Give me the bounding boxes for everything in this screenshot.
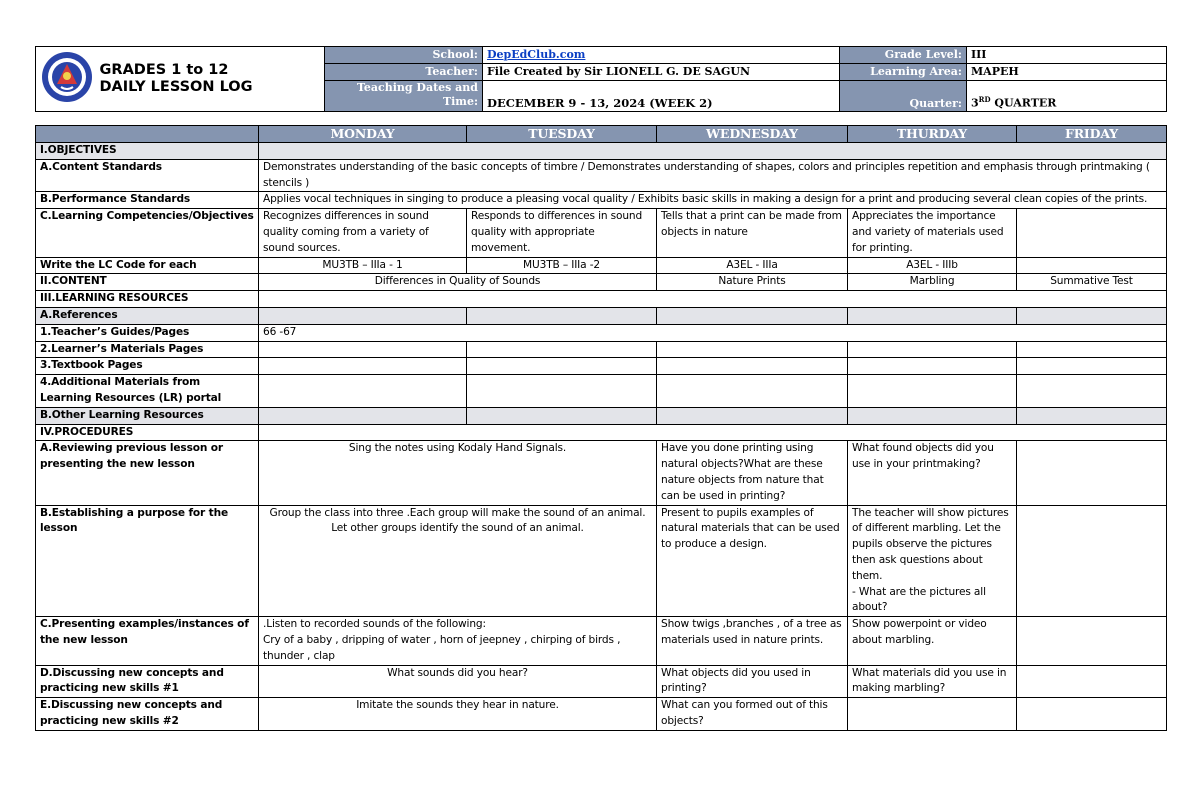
lc-code-thursday: A3EL - IIIb — [848, 257, 1017, 274]
competencies-label: C.Learning Competencies/Objectives — [36, 209, 259, 257]
section-objectives — [36, 143, 1167, 160]
objectives-heading: I.OBJECTIVES — [36, 143, 259, 160]
am-wednesday — [657, 375, 848, 408]
tb-tuesday — [467, 358, 657, 375]
school-label: School: — [325, 47, 483, 64]
discuss-1-thursday: What materials did you use in making marbling? — [848, 665, 1017, 698]
lm-monday — [259, 341, 467, 358]
purpose-thursday — [848, 505, 1017, 617]
discuss-2-friday — [1017, 698, 1167, 731]
day-header-row — [36, 126, 1167, 143]
content-label: II.CONTENT — [36, 274, 259, 291]
school-link[interactable]: DepEdClub.com — [487, 48, 586, 61]
competency-tuesday: Responds to differences in sound quality with appropriate movement. — [467, 209, 657, 257]
row-other-resources — [36, 407, 1167, 424]
or-friday — [1017, 407, 1167, 424]
other-resources-label: B.Other Learning Resources — [36, 407, 259, 424]
row-learners-materials — [36, 341, 1167, 358]
examples-mon-tue — [259, 617, 657, 665]
or-tuesday — [467, 407, 657, 424]
review-mon-tue: Sing the notes using Kodaly Hand Signals. — [259, 441, 657, 505]
tb-monday — [259, 358, 467, 375]
row-purpose — [36, 505, 1167, 617]
review-thursday: What found objects did you use in your printmaking? — [848, 441, 1017, 505]
row-content — [36, 274, 1167, 291]
review-label: A.Reviewing previous lesson or presenting the new lesson — [36, 441, 259, 505]
tb-friday — [1017, 358, 1167, 375]
learning-area-label: Learning Area: — [840, 63, 967, 80]
header-table — [35, 46, 1167, 112]
day-wednesday: WEDNESDAY — [657, 126, 848, 143]
examples-thursday: Show powerpoint or video about marbling. — [848, 617, 1017, 665]
discuss-2-label: E.Discussing new concepts and practicing new skills #2 — [36, 698, 259, 731]
row-competencies — [36, 209, 1167, 257]
lc-code-label: Write the LC Code for each — [36, 257, 259, 274]
day-friday: FRIDAY — [1017, 126, 1167, 143]
references-friday — [1017, 307, 1167, 324]
day-header-blank — [36, 126, 259, 143]
discuss-1-mon-tue: What sounds did you hear? — [259, 665, 657, 698]
grade-level-value: III — [967, 47, 1167, 64]
competency-thursday: Appreciates the importance and variety of materials used for printing. — [848, 209, 1017, 257]
am-tuesday — [467, 375, 657, 408]
examples-wednesday: Show twigs ,branches , of a tree as materials used in nature prints. — [657, 617, 848, 665]
quarter-label: Quarter: — [840, 80, 967, 111]
lm-tuesday — [467, 341, 657, 358]
row-discuss-2 — [36, 698, 1167, 731]
deped-seal-icon — [36, 47, 98, 107]
am-monday — [259, 375, 467, 408]
school-value — [483, 47, 840, 64]
quarter-suffix: RD — [978, 95, 991, 105]
lesson-log-table — [35, 125, 1167, 731]
row-references — [36, 307, 1167, 324]
quarter-value — [967, 80, 1167, 111]
competency-monday: Recognizes differences in sound quality coming from a variety of sound sources. — [259, 209, 467, 257]
lc-code-friday — [1017, 257, 1167, 274]
references-monday — [259, 307, 467, 324]
content-wednesday: Nature Prints — [657, 274, 848, 291]
references-label: A.References — [36, 307, 259, 324]
lc-code-tuesday: MU3TB – IIIa -2 — [467, 257, 657, 274]
content-standards-value: Demonstrates understanding of the basic concepts of timbre / Demonstrates understanding of shapes, colors and principles repetition and emphasis through printmaking ( stencils ) — [259, 159, 1167, 192]
content-thursday: Marbling — [848, 274, 1017, 291]
teaching-dates-value: DECEMBER 9 - 13, 2024 (WEEK 2) — [483, 80, 840, 111]
row-textbook — [36, 358, 1167, 375]
lm-thursday — [848, 341, 1017, 358]
purpose-wednesday: Present to pupils examples of natural materials that can be used to produce a design. — [657, 505, 848, 617]
day-tuesday: TUESDAY — [467, 126, 657, 143]
row-performance-standards — [36, 192, 1167, 209]
am-thursday — [848, 375, 1017, 408]
resources-blank — [259, 291, 1167, 308]
textbook-label: 3.Textbook Pages — [36, 358, 259, 375]
purpose-friday — [1017, 505, 1167, 617]
teaching-dates-label-line-1: Teaching Dates and — [356, 80, 478, 94]
content-mon-tue: Differences in Quality of Sounds — [259, 274, 657, 291]
references-thursday — [848, 307, 1017, 324]
additional-materials-label: 4.Additional Materials from Learning Resources (LR) portal — [36, 375, 259, 408]
references-wednesday — [657, 307, 848, 324]
lc-code-wednesday: A3EL - IIIa — [657, 257, 848, 274]
grade-level-label: Grade Level: — [840, 47, 967, 64]
learning-area-value: MAPEH — [967, 63, 1167, 80]
section-procedures — [36, 424, 1167, 441]
row-content-standards — [36, 159, 1167, 192]
content-friday: Summative Test — [1017, 274, 1167, 291]
examples-intro: .Listen to recorded sounds of the following: — [263, 618, 486, 631]
objectives-blank — [259, 143, 1167, 160]
row-review — [36, 441, 1167, 505]
discuss-1-label: D.Discussing new concepts and practicing new skills #1 — [36, 665, 259, 698]
discuss-1-friday — [1017, 665, 1167, 698]
purpose-mon-tue: Group the class into three .Each group will make the sound of an animal. Let other groups identify the sound of an animal. — [259, 505, 657, 617]
review-wednesday: Have you done printing using natural objects?What are these nature objects from nature that can be used in printing? — [657, 441, 848, 505]
procedures-heading: IV.PROCEDURES — [36, 424, 259, 441]
examples-friday — [1017, 617, 1167, 665]
purpose-label: B.Establishing a purpose for the lesson — [36, 505, 259, 617]
performance-standards-label: B.Performance Standards — [36, 192, 259, 209]
teachers-guide-label: 1.Teacher’s Guides/Pages — [36, 324, 259, 341]
discuss-2-mon-tue: Imitate the sounds they hear in nature. — [259, 698, 657, 731]
procedures-blank — [259, 424, 1167, 441]
review-friday — [1017, 441, 1167, 505]
tb-wednesday — [657, 358, 848, 375]
lm-friday — [1017, 341, 1167, 358]
teachers-guide-value: 66 -67 — [259, 324, 1167, 341]
or-monday — [259, 407, 467, 424]
day-monday: MONDAY — [259, 126, 467, 143]
competency-wednesday: Tells that a print can be made from objects in nature — [657, 209, 848, 257]
row-discuss-1 — [36, 665, 1167, 698]
examples-label: C.Presenting examples/instances of the new lesson — [36, 617, 259, 665]
title-line-2: DAILY LESSON LOG — [99, 79, 253, 95]
teacher-value: File Created by Sir LIONELL G. DE SAGUN — [483, 63, 840, 80]
section-resources — [36, 291, 1167, 308]
quarter-text: QUARTER — [990, 97, 1057, 110]
or-wednesday — [657, 407, 848, 424]
competency-friday — [1017, 209, 1167, 257]
content-standards-label: A.Content Standards — [36, 159, 259, 192]
lc-code-monday: MU3TB – IIIa - 1 — [259, 257, 467, 274]
title-line-1: GRADES 1 to 12 — [99, 62, 229, 78]
resources-heading: III.LEARNING RESOURCES — [36, 291, 259, 308]
page-title — [98, 47, 325, 112]
row-examples — [36, 617, 1167, 665]
teaching-dates-label-line-2: Time: — [442, 94, 478, 108]
row-additional-materials — [36, 375, 1167, 408]
examples-sounds-list: Cry of a baby , dripping of water , horn of jeepney , chirping of birds , thunder , clap — [263, 633, 621, 662]
performance-standards-value: Applies vocal techniques in singing to produce a pleasing vocal quality / Exhibits basic skills in making a design for a print and producing several clean copies of the prints. — [259, 192, 1167, 209]
teacher-label: Teacher: — [325, 63, 483, 80]
purpose-thursday-text: The teacher will show pictures of different marbling. Let the pupils observe the pictures then ask questions about them. — [852, 506, 1009, 582]
purpose-thursday-question: - What are the pictures all about? — [852, 585, 986, 614]
row-lc-code — [36, 257, 1167, 274]
am-friday — [1017, 375, 1167, 408]
teaching-dates-label — [325, 80, 483, 111]
references-tuesday — [467, 307, 657, 324]
lm-wednesday — [657, 341, 848, 358]
day-thursday: THURDAY — [848, 126, 1017, 143]
row-teachers-guide — [36, 324, 1167, 341]
or-thursday — [848, 407, 1017, 424]
discuss-1-wednesday: What objects did you used in printing? — [657, 665, 848, 698]
quarter-number: 3 — [971, 97, 979, 110]
deped-seal — [36, 47, 98, 112]
discuss-2-thursday — [848, 698, 1017, 731]
tb-thursday — [848, 358, 1017, 375]
learners-materials-label: 2.Learner’s Materials Pages — [36, 341, 259, 358]
discuss-2-wednesday: What can you formed out of this objects? — [657, 698, 848, 731]
